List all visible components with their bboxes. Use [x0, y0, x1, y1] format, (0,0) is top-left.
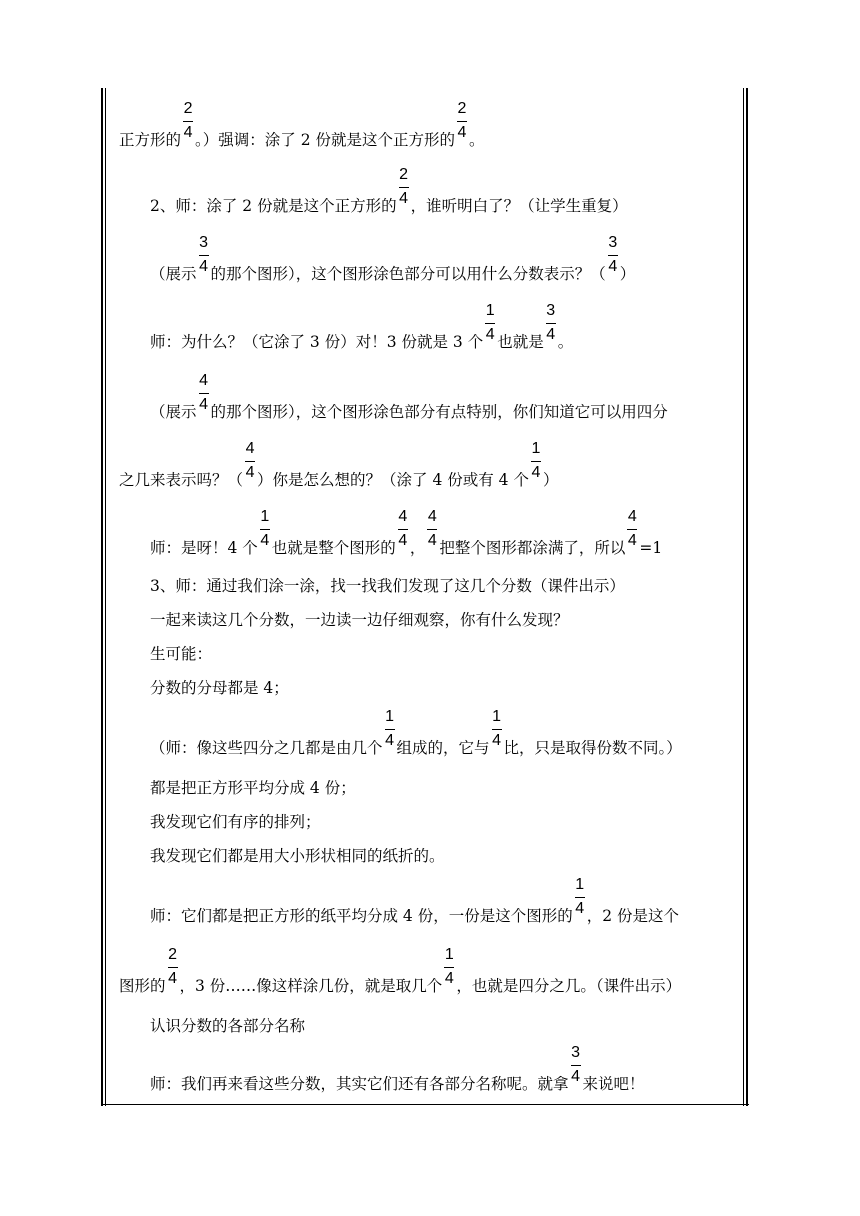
text-line — [150, 234, 636, 284]
fraction-bar — [571, 1065, 581, 1066]
fraction-bar — [575, 897, 585, 898]
fraction-bar — [260, 529, 270, 530]
fraction-denominator: 4 — [399, 190, 409, 207]
text-line — [150, 610, 569, 630]
text-run: 。）强调：涂了 2 份就是这个正方形的 — [195, 131, 455, 149]
text-line — [150, 302, 574, 352]
fraction-bar — [199, 393, 209, 394]
text-run: 我发现它们有序的排列； — [150, 813, 321, 831]
text-run: 比，只是取得份数不同。） — [503, 739, 682, 757]
fraction-denominator: 4 — [260, 532, 270, 549]
fraction-denominator: 4 — [531, 464, 541, 481]
bottom-border — [101, 1104, 749, 1105]
text-run: 师：是呀！4 个 — [150, 539, 258, 557]
text-run: 师：我们再来看这些分数，其实它们还有各部分名称呢。就拿 — [150, 1075, 569, 1093]
text-run: ） — [619, 265, 636, 283]
text-line — [150, 876, 680, 926]
fraction — [259, 508, 271, 558]
fraction-numerator: 1 — [492, 708, 501, 725]
text-line — [150, 778, 356, 798]
fraction — [384, 708, 396, 758]
fraction — [484, 302, 496, 352]
text-run: ， — [409, 539, 426, 557]
left-border-thin — [105, 88, 106, 1106]
left-border-thick — [101, 88, 103, 1106]
text-run: ） — [542, 471, 559, 489]
text-run: 我发现它们都是用大小形状相同的纸折的。 — [150, 847, 445, 865]
fraction-bar — [199, 255, 209, 256]
fraction — [198, 234, 210, 284]
text-run: 认识分数的各部分名称 — [150, 1017, 306, 1035]
text-line — [150, 576, 625, 596]
text-run: 来说吧！ — [582, 1075, 645, 1093]
fraction-numerator: 4 — [398, 508, 408, 525]
fraction-bar — [245, 461, 255, 462]
fraction-denominator: 4 — [492, 732, 501, 749]
fraction-numerator: 2 — [168, 946, 177, 963]
fraction-bar — [399, 187, 409, 188]
fraction — [398, 166, 410, 216]
fraction — [607, 234, 619, 284]
fraction-bar — [168, 967, 178, 968]
fraction — [570, 1044, 582, 1094]
text-line — [150, 508, 663, 558]
fraction-denominator: 4 — [575, 900, 585, 917]
text-run: 生可能： — [150, 645, 213, 663]
text-run: 图形的 — [119, 977, 166, 995]
fraction — [574, 876, 586, 926]
fraction-denominator: 4 — [608, 258, 618, 275]
text-run: 的那个图形），这个图形涂色部分可以用什么分数表示？（ — [210, 265, 606, 283]
text-line — [150, 846, 445, 866]
text-run: 师：它们都是把正方形的纸平均分成 4 份，一份是这个图形的 — [150, 907, 573, 925]
fraction — [626, 508, 638, 558]
fraction-numerator: 1 — [385, 708, 394, 725]
right-border-thin — [743, 88, 744, 1106]
fraction-denominator: 4 — [245, 464, 255, 481]
fraction-denominator: 4 — [427, 532, 437, 549]
text-line — [150, 1044, 645, 1094]
text-run: 3、师：通过我们涂一涂，找一找我们发现了这几个分数（课件出示） — [150, 577, 625, 595]
text-run: （师：像这些四分之几都是由几个 — [150, 739, 383, 757]
text-run: 分数的分母都是 4； — [150, 679, 289, 697]
fraction-denominator: 4 — [485, 326, 495, 343]
text-line — [150, 678, 289, 698]
fraction-bar — [485, 323, 495, 324]
text-run: ，也就是四分之几。（课件出示） — [456, 977, 682, 995]
fraction-numerator: 3 — [199, 234, 208, 251]
fraction — [545, 302, 557, 352]
fraction — [456, 100, 468, 150]
fraction-numerator: 4 — [427, 508, 437, 525]
text-run: （展示 — [150, 265, 197, 283]
fraction-numerator: 1 — [531, 440, 541, 457]
fraction — [443, 946, 455, 996]
text-line — [150, 812, 321, 832]
fraction-bar — [457, 121, 467, 122]
fraction-denominator: 4 — [627, 532, 637, 549]
text-run: （展示 — [150, 403, 197, 421]
fraction-bar — [492, 729, 502, 730]
fraction-numerator: 1 — [444, 946, 454, 963]
fraction-numerator: 3 — [608, 234, 618, 251]
fraction — [491, 708, 503, 758]
fraction-numerator: 4 — [199, 372, 208, 389]
fraction-denominator: 4 — [168, 970, 177, 987]
text-run: ，2 份是这个 — [586, 907, 680, 925]
fraction-bar — [627, 529, 637, 530]
fraction-denominator: 4 — [183, 124, 193, 141]
fraction-numerator: 4 — [627, 508, 637, 525]
text-run: 正方形的 — [119, 131, 182, 149]
fraction-numerator: 1 — [260, 508, 270, 525]
fraction-bar — [183, 121, 193, 122]
fraction — [182, 100, 194, 150]
text-line — [150, 708, 682, 758]
fraction — [244, 440, 256, 490]
fraction — [397, 508, 409, 558]
text-run: 。 — [557, 333, 574, 351]
text-run: ）你是怎么想的？（涂了 4 份或有 4 个 — [257, 471, 529, 489]
text-run: 都是把正方形平均分成 4 份； — [150, 779, 356, 797]
fraction-bar — [531, 461, 541, 462]
text-line — [119, 440, 559, 490]
fraction-bar — [398, 529, 408, 530]
text-run: ，谁听明白了？（让学生重复） — [410, 197, 628, 215]
fraction-numerator: 3 — [571, 1044, 580, 1061]
text-run: 师：为什么？（它涂了 3 份）对！3 份就是 3 个 — [150, 333, 484, 351]
text-run: 把整个图形都涂满了，所以 — [439, 539, 626, 557]
text-line — [150, 372, 668, 422]
text-line — [150, 166, 628, 216]
text-run: 的那个图形），这个图形涂色部分有点特别，你们知道它可以用四分 — [210, 403, 668, 421]
fraction-numerator: 1 — [485, 302, 495, 319]
fraction-bar — [427, 529, 437, 530]
text-line — [119, 946, 682, 996]
fraction-bar — [385, 729, 395, 730]
fraction-denominator: 4 — [444, 970, 454, 987]
fraction-denominator: 4 — [385, 732, 394, 749]
text-run: 之几来表示吗？（ — [119, 471, 244, 489]
text-run: 也就是整个图形的 — [271, 539, 396, 557]
text-run: 组成的，它与 — [396, 739, 490, 757]
text-run: 也就是 — [497, 333, 544, 351]
text-run: 一起来读这几个分数，一边读一边仔细观察，你有什么发现？ — [150, 611, 569, 629]
fraction-bar — [608, 255, 618, 256]
fraction-numerator: 2 — [457, 100, 467, 117]
fraction-denominator: 4 — [571, 1068, 580, 1085]
fraction-numerator: 4 — [245, 440, 255, 457]
fraction — [426, 508, 438, 558]
fraction-numerator: 1 — [575, 876, 585, 893]
fraction-denominator: 4 — [199, 396, 208, 413]
text-line — [150, 1016, 305, 1036]
text-run: ，3 份……像这样涂几份，就是取几个 — [179, 977, 443, 995]
fraction-denominator: 4 — [199, 258, 208, 275]
fraction-denominator: 4 — [457, 124, 467, 141]
text-line — [119, 100, 485, 150]
fraction-denominator: 4 — [546, 326, 556, 343]
text-run: 。 — [468, 131, 485, 149]
text-run: 2、师：涂了 2 份就是这个正方形的 — [150, 197, 397, 215]
fraction — [198, 372, 210, 422]
fraction — [167, 946, 179, 996]
fraction — [530, 440, 542, 490]
fraction-numerator: 3 — [546, 302, 556, 319]
fraction-numerator: 2 — [183, 100, 193, 117]
fraction-denominator: 4 — [398, 532, 408, 549]
fraction-bar — [546, 323, 556, 324]
right-border-thick — [746, 88, 748, 1106]
text-run: =1 — [639, 539, 663, 557]
text-line — [150, 644, 212, 664]
fraction-bar — [444, 967, 454, 968]
fraction-numerator: 2 — [399, 166, 409, 183]
